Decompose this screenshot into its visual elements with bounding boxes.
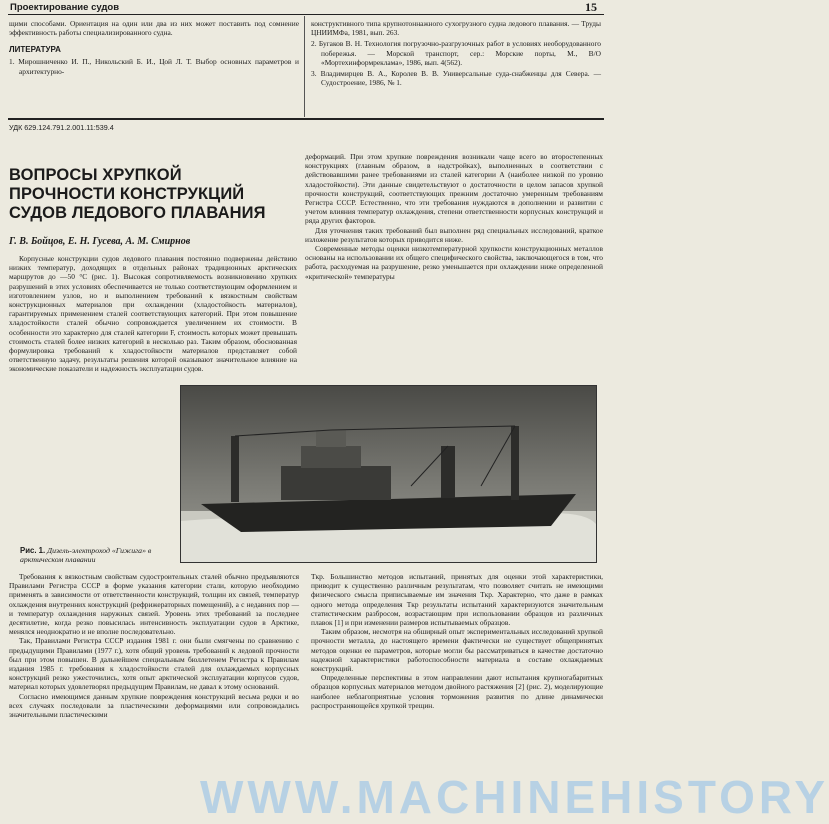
prev-article-right [311,19,601,87]
intro-paragraph-top [9,254,297,382]
udc-code: УДК 629.124.791.2.001.11:539.4 [9,123,114,132]
prev-article-left [9,19,299,76]
prev-article-fragment-right: конструктивного типа крупнотоннажного сухогрузного судна ледового плавания. — Труды ЦНИИМФа, 1981, вып. 263. [311,19,601,38]
page-number: 15 [585,0,597,14]
reference-1: 1. Мирошниченко И. П., Никольский Б. И., Цой Л. Т. Выбор основных параметров и архитектурно- [9,57,299,76]
header-rule [8,14,604,15]
bottom-right-paragraph-3: Определенные перспективы в этом направлении дают испытания крупногабаритных образцов корпусных материалов методом двойного растяжения [2] (рис. 2), моделирующие наиболее неблагоприятные условия торможения развития по длине динамически распространяющейся хрупкой трещин. [311,673,603,710]
bottom-left-paragraph-2: Так, Правилами Регистра СССР издания 1981 г. они были смягчены по сравнению с предыдущими Правилами (1977 г.), хотя общий уровень требований к ледовой прочности был при этом повышен. В дальнейшем специальным бюллетенем Регистра к Правилам издания 1985 г. требования к хладостойкости сталей для охлаждаемых корпусных конструкций резко ужесточились, хотя опыт арктической эксплуатации корпусов судов, материал которых удовлетворял предыдущим Правилам, не давал к этому оснований. [9,636,299,692]
reference-2: 2. Бугаков В. Н. Технология погрузочно-разгрузочных работ в условиях необорудованного побережья. — Морской транспорт, сер.: Морские порты, М., В/О «Мортехинформреклама», 1986, вып. 4(562). [311,39,601,67]
bottom-right-paragraph-1: Tкр. Большинство методов испытаний, принятых для оценки этой характеристики, приводит к существенно различным результатам, что позволяет считать не имеющими физического смысла приписываемые им значения Tкр. Характерно, что даже в рамках одного метода определения Tкр результаты испытаний характеризуются значительным статистическим разбросом, возрастающим при использовании образцов из различных плавок [1] и при изменении размеров испытываемых образцов. [311,572,603,628]
caption-text: Дизель-электроход «Гижига» в арктическом плавании [20,546,152,565]
column-rule [304,16,305,117]
right-paragraph-2: Для уточнения таких требований был выполнен ряд специальных исследований, краткое изложение результатов которых приводится ниже. [305,225,603,244]
bottom-right-paragraph-2: Таким образом, несмотря на обширный опыт экспериментальных исследований хрупкой прочности металла, до настоящего времени фактически не существует общепринятых методов оценки ее параметров, которые могли бы рассматриваться в качестве достаточно надежной характеристики работоспособности материала в составе охлаждаемых конструкций. [311,627,603,674]
bottom-left-paragraph-1: Требования к вязкостным свойствам судостроительных сталей обычно предъявляются Правилами Регистра СССР в форме указания категории стали, которую необходимо применять в зависимости от ответственности конструкций, толщин их связей, температур охлаждения внутренних конструкций (рефрижераторных помещений), а с недавних пор — и температур охлаждения наружных связей. Уровень этих требований за последнее десятилетие, когда резко повысилась интенсивность эксплуатации судов в Арктике, менялся неоднократно и не вполне последовательно. [9,572,299,637]
article-authors: Г. В. Бойцов, Е. Н. Гусева, А. М. Смирнов [9,236,191,247]
prev-article-fragment: щими способами. Ориентация на один или два из них может поставить под сомнение эффективность работы специализированного судна. [9,19,299,38]
figure-caption [20,546,180,565]
ship-photo [180,385,597,563]
literature-heading: ЛИТЕРАТУРА [9,45,61,55]
right-paragraph-1: деформаций. При этом хрупкие повреждения возникали чаще всего во второстепенных конструкциях (главным образом, в надстройках), выполненных в соответствии с действовавшими ранее требованиями из сталей категории А (наиболее низкой по уровню хладостойкости). Эти данные свидетельствуют о достаточности в целом запасов хрупкой прочности конструкций, соответствующих прежним достаточно умеренным требованиям Регистра СССР. Естественно, что эти требования нуждаются в дополнении и развитии с учетом влияния температур охлаждения, степени ответственности корпусных конструкций и ряда других факторов. [305,152,603,226]
caption-lead: Рис. 1. [20,546,46,555]
right-paragraph-3: Современные методы оценки низкотемпературной хрупкости конструкционных металлов основаны на использовании их общего специфического свойства, заключающегося в том, что работа, расходуемая на разрушение, резко уменьшается при охлаждении ниже определенной «критической» температуры [305,244,603,281]
ship-illustration [181,386,596,562]
watermark: WWW.MACHINEHISTORY [200,771,829,823]
bottom-left-paragraph-3: Согласно имеющимся данным хрупкие повреждения конструкций весьма редки и во всех случаях последовали за пластическими деформациями или сопровождались значительными пластическими [9,691,299,720]
article-title: ВОПРОСЫ ХРУПКОЙ ПРОЧНОСТИ КОНСТРУКЦИЙ СУДОВ ЛЕДОВОГО ПЛАВАНИЯ [9,166,266,222]
right-column-upper [305,152,603,382]
running-header: Проектирование судов [10,2,120,13]
reference-3: 3. Владимирцев В. А., Королев В. В. Универсальные суда-снабженцы для Севера. — Судостроение, 1986, № 1. [311,69,601,88]
intro-paragraph: Корпусные конструкции судов ледового плавания постоянно подвержены действию низких температур, доходящих в отдельных районах традиционных арктических маршрутов до —50 °С (рис. 1). Высокая сопротивляемость возникновению хрупких разрушений в этих условиях обеспечивается не только соответствующим оформлением и изготовлением узлов, но и выполнением требований к вязкостным свойствам конструкционных материалов при охлаждении (хладостойкость материалов), гарантируемых применением сталей соответствующих категорий. При этом повышение хладостойкости сталей обычно сопровождается увеличением их стоимости. В особенности это характерно для сталей категории F, стоимость которых может превышать стоимость сталей более низких категорий в несколько раз. Таким образом, обоснованная формулировка требований к хладостойкости материалов представляет собой ответственную задачу, результаты решения которой оказывают значительное влияние на экономические показатели и надежность эксплуатации судов. [9,254,297,374]
article-separator [8,118,604,120]
